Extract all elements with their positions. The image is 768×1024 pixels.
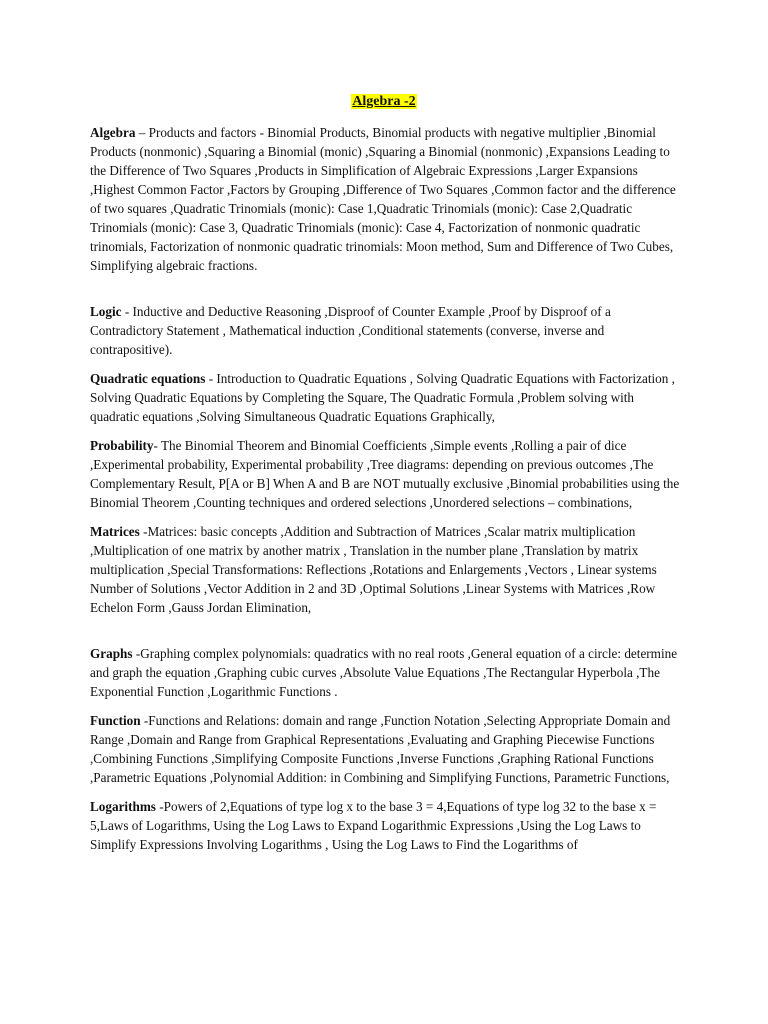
spacer — [90, 701, 685, 711]
spacer — [90, 512, 685, 522]
section-text: – Products and factors - Binomial Products, Binomial products with negative multiplier ,Binomial Products (nonmonic) ,Squaring a Binomial (monic) ,Squaring a Binomial (nonmonic) ,Expansions Leading to the Difference of Two Squares ,Products in Simplification of Algebraic Expressions ,Larger Expansions ,Highest Common Factor ,Factors by Grouping ,Difference of Two Squares ,Common factor and the difference of two squares ,Quadratic Trinomials (monic): Case 1,Quadratic Trinomials (monic): Case 2,Quadratic Trinomials (monic): Case 3, Quadratic Trinomials (monic): Case 4, Factorization of nonmonic quadratic trinomials, Factorization of nonmonic quadratic trinomials: Moon method, Sum and Difference of Two Cubes, Simplifying algebraic fractions. — [90, 125, 676, 273]
section-quadratic-equations — [90, 369, 685, 426]
document-body — [90, 123, 685, 854]
section-heading: Logarithms — [90, 799, 156, 814]
spacer — [90, 787, 685, 797]
section-heading: Function — [90, 713, 141, 728]
section-text: -Functions and Relations: domain and range ,Function Notation ,Selecting Appropriate Domain and Range ,Domain and Range from Graphical Representations ,Evaluating and Graphing Piecewise Functions ,Combining Functions ,Simplifying Composite Functions ,Inverse Functions ,Graphing Rational Functions ,Parametric Equations ,Polynomial Addition: in Combining and Simplifying Functions, Parametric Functions, — [90, 713, 671, 785]
section-heading: Algebra — [90, 125, 136, 140]
section-function — [90, 711, 685, 787]
section-logarithms — [90, 797, 685, 854]
section-heading: Graphs — [90, 646, 133, 661]
section-heading: Quadratic equations — [90, 371, 206, 386]
section-logic — [90, 302, 685, 359]
spacer — [90, 359, 685, 369]
section-probability — [90, 436, 685, 512]
section-algebra — [90, 123, 685, 275]
section-matrices — [90, 522, 685, 617]
title-wrapper — [0, 92, 768, 110]
spacer — [90, 617, 685, 644]
spacer — [90, 275, 685, 302]
section-text: -Matrices: basic concepts ,Addition and Subtraction of Matrices ,Scalar matrix multiplication ,Multiplication of one matrix by another matrix , Translation in the number plane ,Translation by matrix multiplication ,Special Transformations: Reflections ,Rotations and Enlargements ,Vectors , Linear systems Number of Solutions ,Vector Addition in 2 and 3D ,Optimal Solutions ,Linear Systems with Matrices ,Row Echelon Form ,Gauss Jordan Elimination, — [90, 524, 657, 615]
spacer — [90, 426, 685, 436]
section-text: - The Binomial Theorem and Binomial Coefficients ,Simple events ,Rolling a pair of dice ,Experimental probability, Experimental probability ,Tree diagrams: depending on previous outcomes ,The Complementary Result, P[A or B] When A and B are NOT mutually exclusive ,Binomial probabilities using the Binomial Theorem ,Counting techniques and ordered selections ,Unordered selections – combinations, — [90, 438, 680, 510]
section-text: -Powers of 2,Equations of type log x to the base 3 = 4,Equations of type log 32 to the base x = 5,Laws of Logarithms, Using the Log Laws to Expand Logarithmic Expressions ,Using the Log Laws to Simplify Expressions Involving Logarithms , Using the Log Laws to Find the Logarithms of — [90, 799, 657, 852]
section-heading: Logic — [90, 304, 122, 319]
section-text: -Graphing complex polynomials: quadratics with no real roots ,General equation of a circle: determine and graph the equation ,Graphing cubic curves ,Absolute Value Equations ,The Rectangular Hyperbola ,The Exponential Function ,Logarithmic Functions . — [90, 646, 678, 699]
section-text: - Introduction to Quadratic Equations , Solving Quadratic Equations with Factorization , Solving Quadratic Equations by Completing the Square, The Quadratic Formula ,Problem solving with quadratic equations ,Solving Simultaneous Quadratic Equations Graphically, — [90, 371, 675, 424]
section-heading: Probability — [90, 438, 154, 453]
document-title: Algebra -2 — [352, 94, 416, 109]
section-graphs — [90, 644, 685, 701]
section-heading: Matrices — [90, 524, 140, 539]
section-text: - Inductive and Deductive Reasoning ,Disproof of Counter Example ,Proof by Disproof of a Contradictory Statement , Mathematical induction ,Conditional statements (converse, inverse and contrapositive). — [90, 304, 611, 357]
